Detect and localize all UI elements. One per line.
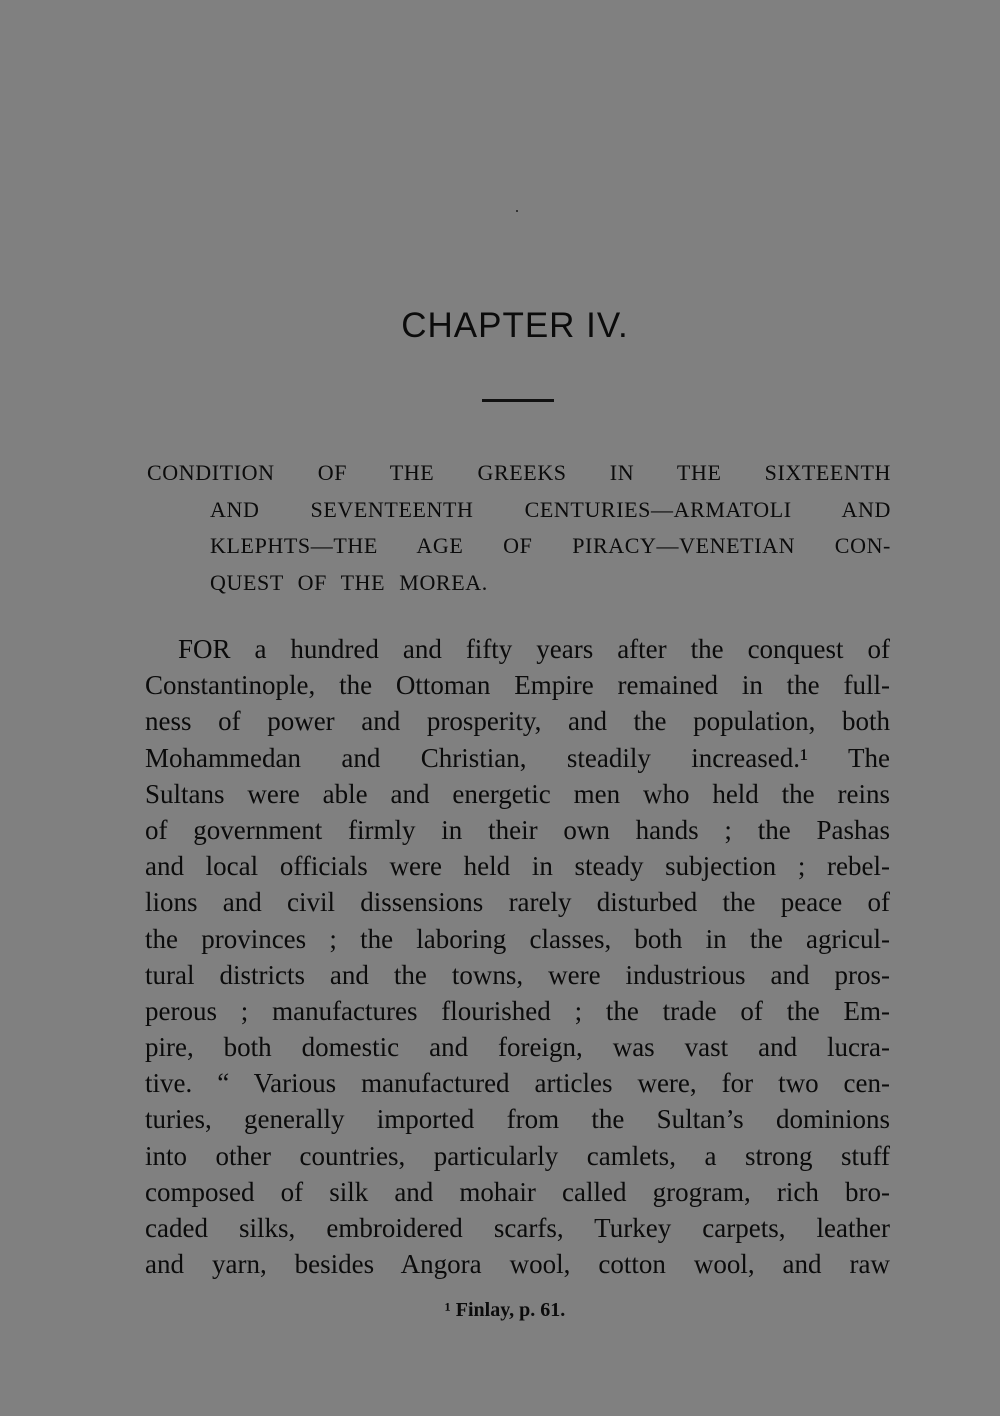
chapter-summary (147, 455, 891, 601)
summary-line: QUEST OF THE MOREA. (210, 569, 488, 595)
chapter-rule (482, 399, 554, 402)
summary-line: CONDITION OF THE GREEKS IN THE SIXTEENTH (147, 460, 891, 485)
page-speck (516, 210, 518, 212)
body-line: Constantinople, the Ottoman Empire remained in the full- (145, 670, 890, 701)
body-line: and local officials were held in steady subjection ; rebel- (145, 851, 890, 882)
chapter-title: CHAPTER IV. (401, 306, 629, 345)
body-line: the provinces ; the laboring classes, both in the agricul- (145, 923, 890, 954)
body-line: Mohammedan and Christian, steadily increased.¹ The (145, 742, 890, 773)
body-line: turies, generally imported from the Sultan’s dominions (145, 1104, 890, 1135)
summary-line: KLEPHTS—THE AGE OF PIRACY—VENETIAN CON- (210, 533, 891, 558)
body-line: caded silks, embroidered scarfs, Turkey carpets, leather (145, 1213, 890, 1243)
body-line: tive. “ Various manufactured articles were, for two cen- (145, 1068, 890, 1099)
body-line: composed of silk and mohair called grogram, rich bro- (145, 1176, 890, 1207)
body-line: FOR a hundred and fifty years after the conquest of (178, 634, 890, 664)
body-line: and yarn, besides Angora wool, cotton wool, and raw (145, 1249, 890, 1280)
body-line: lions and civil dissensions rarely disturbed the peace of (145, 887, 890, 918)
body-line: ness of power and prosperity, and the population, both (145, 706, 890, 737)
body-line: into other countries, particularly camlets, a strong stuff (145, 1140, 890, 1171)
body-line: pire, both domestic and foreign, was vast and lucra- (145, 1032, 890, 1063)
summary-line: AND SEVENTEENTH CENTURIES—ARMATOLI AND (210, 496, 891, 522)
body-line: of government firmly in their own hands ; the Pashas (145, 814, 890, 845)
body-line: Sultans were able and energetic men who held the reins (145, 778, 890, 809)
body-line: perous ; manufactures flourished ; the trade of the Em- (145, 995, 890, 1026)
body-line: tural districts and the towns, were industrious and pros- (145, 959, 890, 990)
footnote: ¹ Finlay, p. 61. (444, 1299, 566, 1321)
body-paragraph (145, 631, 890, 1282)
